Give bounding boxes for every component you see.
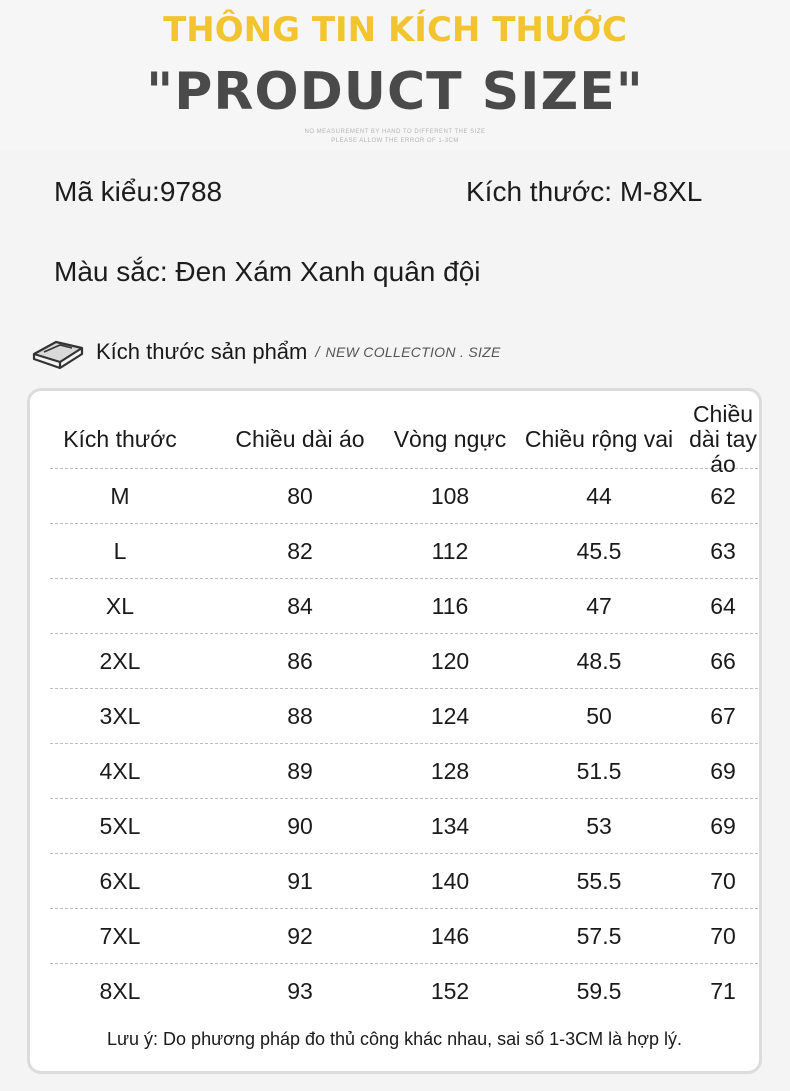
table-cell: 64 [710,593,736,619]
table-cell: 90 [287,813,313,839]
section-header [30,332,501,372]
table-cell: 93 [287,978,313,1004]
table-cell: 53 [586,813,612,839]
table-cell: 67 [710,703,736,729]
table-cell: 69 [710,813,736,839]
size-range: Kích thước: M-8XL [466,176,703,207]
table-cell: 6XL [99,868,141,894]
table-cell: 48.5 [576,648,622,674]
table-cell: 5XL [99,813,141,839]
table-row [50,854,758,909]
folded-clothes-icon [30,332,86,372]
table-cell: 66 [710,648,736,674]
fine-print-line-1: NO MEASUREMENT BY HAND TO DIFFERENT THE SIZE [304,129,486,135]
section-title: Kích thước sản phẩm [96,339,308,364]
table-row [50,964,758,1019]
table-cell: 2XL [99,648,141,674]
table-cell: 62 [710,483,736,509]
section-separator: / [315,343,320,361]
table-cell: 55.5 [576,868,622,894]
table-cell: 140 [430,868,470,894]
table-cell: 71 [710,978,736,1004]
table-cell: 128 [430,758,470,784]
table-cell: 88 [287,703,313,729]
table-row [50,524,758,579]
table-cell: 3XL [99,703,141,729]
table-header [50,400,758,477]
table-cell: 7XL [99,923,141,949]
header-length: Chiều dài áo [235,425,365,452]
header-sleeve: Chiều dài tay áo [689,400,757,477]
table-cell: 69 [710,758,736,784]
table-row [50,744,758,799]
table-cell: 112 [431,538,469,564]
table-cell: L [113,538,127,564]
table-row [50,689,758,744]
table-cell: 82 [287,538,313,564]
style-code: Mã kiểu:9788 [54,176,223,207]
table-cell: 120 [430,648,470,674]
table-cell: 44 [586,483,612,509]
table-cell: 80 [287,483,313,509]
table-cell: 86 [287,648,313,674]
header-shoulder: Chiều rộng vai [524,425,674,452]
table-cell: 50 [586,703,612,729]
table-cell: 57.5 [576,923,622,949]
table-row [50,634,758,689]
table-cell: 63 [710,538,736,564]
table-cell: 45.5 [576,538,622,564]
table-cell: 134 [430,813,470,839]
table-cell: 116 [431,593,469,619]
table-cell: 146 [430,923,470,949]
table-cell: 47 [586,593,612,619]
table-cell: 51.5 [576,758,622,784]
size-table-card [27,388,762,1074]
table-cell: 152 [430,978,470,1004]
fine-print [0,128,790,146]
table-cell: 70 [710,923,736,949]
title-english: "PRODUCT SIZE" [146,62,644,122]
table-cell: M [110,483,130,509]
table-row [50,799,758,854]
measurement-note: Lưu ý: Do phương pháp đo thủ công khác nhau, sai số 1-3CM là hợp lý. [106,1029,683,1049]
table-row [50,909,758,964]
title-vietnamese: THÔNG TIN KÍCH THƯỚC [163,10,627,50]
table-cell: 70 [710,868,736,894]
table-cell: 91 [287,868,313,894]
color-options: Màu sắc: Đen Xám Xanh quân đội [54,256,481,287]
table-cell: 8XL [99,978,141,1004]
table-cell: XL [105,593,135,619]
header-size: Kích thước [63,425,177,452]
table-cell: 124 [430,703,470,729]
table-cell: 92 [287,923,313,949]
table-cell: 84 [287,593,313,619]
table-cell: 89 [287,758,313,784]
header [0,0,790,150]
table-cell: 4XL [99,758,141,784]
table-row [50,469,758,524]
table-row [50,579,758,634]
header-chest: Vòng ngực [393,425,507,452]
section-subtitle: NEW COLLECTION . SIZE [325,344,501,360]
fine-print-line-2: PLEASE ALLOW THE ERROR OF 1-3CM [331,138,459,144]
table-cell: 59.5 [576,978,622,1004]
table-cell: 108 [430,483,470,509]
